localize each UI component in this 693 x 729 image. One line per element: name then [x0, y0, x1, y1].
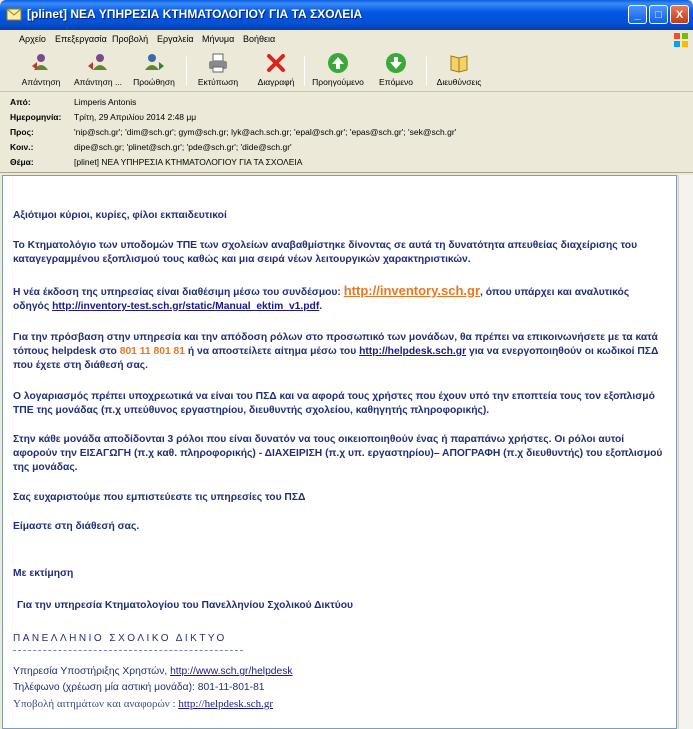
paragraph-6: Σας ευχαριστούμε που εμπιστεύεστε τις υπηρεσίες του ΠΣΔ: [13, 492, 306, 503]
to-label: Προς:: [10, 127, 34, 137]
address-book-icon: [448, 52, 470, 74]
inventory-link[interactable]: http://inventory.sch.gr: [343, 283, 480, 298]
vertical-scrollbar[interactable]: [678, 175, 693, 729]
paragraph-5: Στην κάθε μονάδα αποδίδονται 3 ρόλοι που είναι δυνατόν να τους οικειοποιηθούν ένας ή παραπάνω χρήστες. Οι ρόλοι αυτοί αφορούν την ΕΙΣΑΓΩΓΗ (π.χ καθ. πληροφορικής) - ΔΙΑΧΕΙΡΙΣΗ (π.χ υπ. εργαστηρίου)– ΑΠΟΓΡΑΦΗ (π.χ διευθυντής) του εξοπλισμού της μονάδας.: [13, 434, 663, 473]
reply-all-button[interactable]: Απάντηση ...: [70, 52, 126, 87]
paragraph-4: Ο λογαριασμός πρέπει υποχρεωτικά να είναι του ΠΣΔ και να αφορά τους χρήστες που έχουν υπό την εποπτεία τους τον εξοπλισμό ΤΠΕ της μονάδας (π.χ υπεύθυνος εργαστηρίου, διευθυντής σχολείου, καθηγητής πληροφορικής).: [13, 391, 655, 416]
reply-icon: [30, 52, 52, 74]
paragraph-2: Η νέα έκδοση της υπηρεσίας είναι διαθέσιμη μέσω του συνδέσμου: http://inventory.sch.gr, όπου υπάρχει και αναλυτικός οδηγός http://inventory-test.sch.gr/static/Manual_ektim_v1.pdf.: [13, 283, 630, 312]
date-label: Ημερομηνία:: [10, 112, 62, 122]
toolbar-separator: [186, 56, 187, 86]
windows-logo-icon: [673, 32, 689, 48]
addresses-button[interactable]: Διευθύνσεις: [432, 52, 486, 87]
cc-label: Κοιν.:: [10, 142, 34, 152]
menu-message[interactable]: Μήνυμα: [202, 34, 235, 44]
date-value: Τρίτη, 29 Απριλίου 2014 2:48 μμ: [74, 112, 197, 122]
down-arrow-icon: [385, 52, 407, 74]
paragraph-7: Είμαστε στη διάθεσή σας.: [13, 521, 140, 532]
helpdesk-phone: 801 11 801 81: [119, 346, 185, 357]
from-value: Limperis Antonis: [74, 97, 137, 107]
cc-value: dipe@sch.gr; 'plinet@sch.gr'; 'pde@sch.gr'; 'dide@sch.gr': [74, 142, 292, 152]
maximize-button[interactable]: □: [649, 5, 668, 24]
to-value: 'nip@sch.gr'; 'dim@sch.gr'; gym@sch.gr; lyk@ach.sch.gr; 'epal@sch.gr'; 'epas@sch.gr'; 'sek@sch.gr': [74, 127, 457, 137]
reply-button[interactable]: Απάντηση: [16, 52, 66, 87]
tickets-link[interactable]: http://helpdesk.sch.gr: [178, 698, 274, 710]
envelope-icon: [6, 7, 22, 22]
subject-label: Θέμα:: [10, 157, 34, 167]
greeting: Αξιότιμοι κύριοι, κυρίες, φίλοι εκπαιδευτικοί: [13, 210, 227, 221]
phone-line: Τηλέφωνο (χρέωση μία αστική μονάδα): 801-11-801-81: [13, 682, 265, 693]
toolbar: [0, 50, 693, 92]
title-bar[interactable]: [0, 0, 693, 30]
regards: Με εκτίμηση: [13, 568, 74, 579]
delete-button[interactable]: Διαγραφή: [252, 52, 300, 87]
minimize-button[interactable]: _: [628, 5, 647, 24]
close-button[interactable]: X: [670, 5, 689, 24]
manual-link[interactable]: http://inventory-test.sch.gr/static/Manual_ektim_v1.pdf: [52, 301, 320, 312]
menu-tools[interactable]: Εργαλεία: [157, 34, 194, 44]
menu-view[interactable]: Προβολή: [112, 34, 149, 44]
up-arrow-icon: [327, 52, 349, 74]
reply-all-icon: [87, 52, 109, 74]
support-link[interactable]: http://www.sch.gr/helpdesk: [170, 666, 293, 677]
team-signature: Για την υπηρεσία Κτηματολογίου του Πανελληνίου Σχολικού Δικτύου: [17, 600, 354, 611]
subject-value: [plinet] ΝΕΑ ΥΠΗΡΕΣΙΑ ΚΤΗΜΑΤΟΛΟΓΙΟΥ ΓΙΑ ΤΑ ΣΧΟΛΕΙΑ: [74, 157, 303, 167]
menu-bar: [0, 30, 693, 50]
paragraph-3: Για την πρόσβαση στην υπηρεσία και την απόδοση ρόλων στο προσωπικό των μονάδων, θα πρέπει να επικοινωνήσετε με τα κατά τόπους helpdesk στο 801 11 801 81 ή να αποστείλετε αίτημα μέσω του http://helpdesk.sch.gr για να ενεργοποιηθούν οι κωδικοί ΠΣΔ που έχετε στη διάθεσή σας.: [13, 332, 659, 371]
delete-x-icon: [265, 52, 287, 74]
org-name: ΠΑΝΕΛΛΗΝΙΟ ΣΧΟΛΙΚΟ ΔΙΚΤΥΟ: [13, 633, 227, 644]
menu-help[interactable]: Βοήθεια: [243, 34, 276, 44]
toolbar-separator: [426, 56, 427, 86]
forward-button[interactable]: Προώθηση: [130, 52, 178, 87]
signature-divider: [13, 650, 243, 651]
window-title: [plinet] ΝΕΑ ΥΠΗΡΕΣΙΑ ΚΤΗΜΑΤΟΛΟΓΙΟΥ ΓΙΑ ΤΑ ΣΧΟΛΕΙΑ: [27, 7, 363, 21]
tickets-line: Υποβολή αιτημάτων και αναφορών : http://helpdesk.sch.gr: [13, 698, 274, 710]
toolbar-separator: [304, 56, 305, 86]
message-headers: [0, 93, 693, 173]
paragraph-1: Το Κτηματολόγιο των υποδομών ΤΠΕ των σχολείων αναβαθμίστηκε δίνοντας σε αυτά τη δυνατότητα απευθείας διαχείρισης του καταγεγραμμένου εξοπλισμού τους καθώς και μια σειρά νέων λειτουργικών χαρακτηριστικών.: [13, 240, 638, 265]
helpdesk-link[interactable]: http://helpdesk.sch.gr: [359, 346, 467, 357]
previous-button[interactable]: Προηγούμενο: [310, 52, 366, 87]
menu-edit[interactable]: Επεξεργασία: [55, 34, 107, 44]
message-body[interactable]: [2, 175, 677, 729]
from-label: Από:: [10, 97, 31, 107]
printer-icon: [207, 52, 229, 74]
forward-icon: [143, 52, 165, 74]
menu-file[interactable]: Αρχείο: [19, 34, 46, 44]
next-button[interactable]: Επόμενο: [372, 52, 420, 87]
support-line: Υπηρεσία Υποστήριξης Χρηστών, http://www.sch.gr/helpdesk: [13, 666, 293, 677]
print-button[interactable]: Εκτύπωση: [194, 52, 242, 87]
